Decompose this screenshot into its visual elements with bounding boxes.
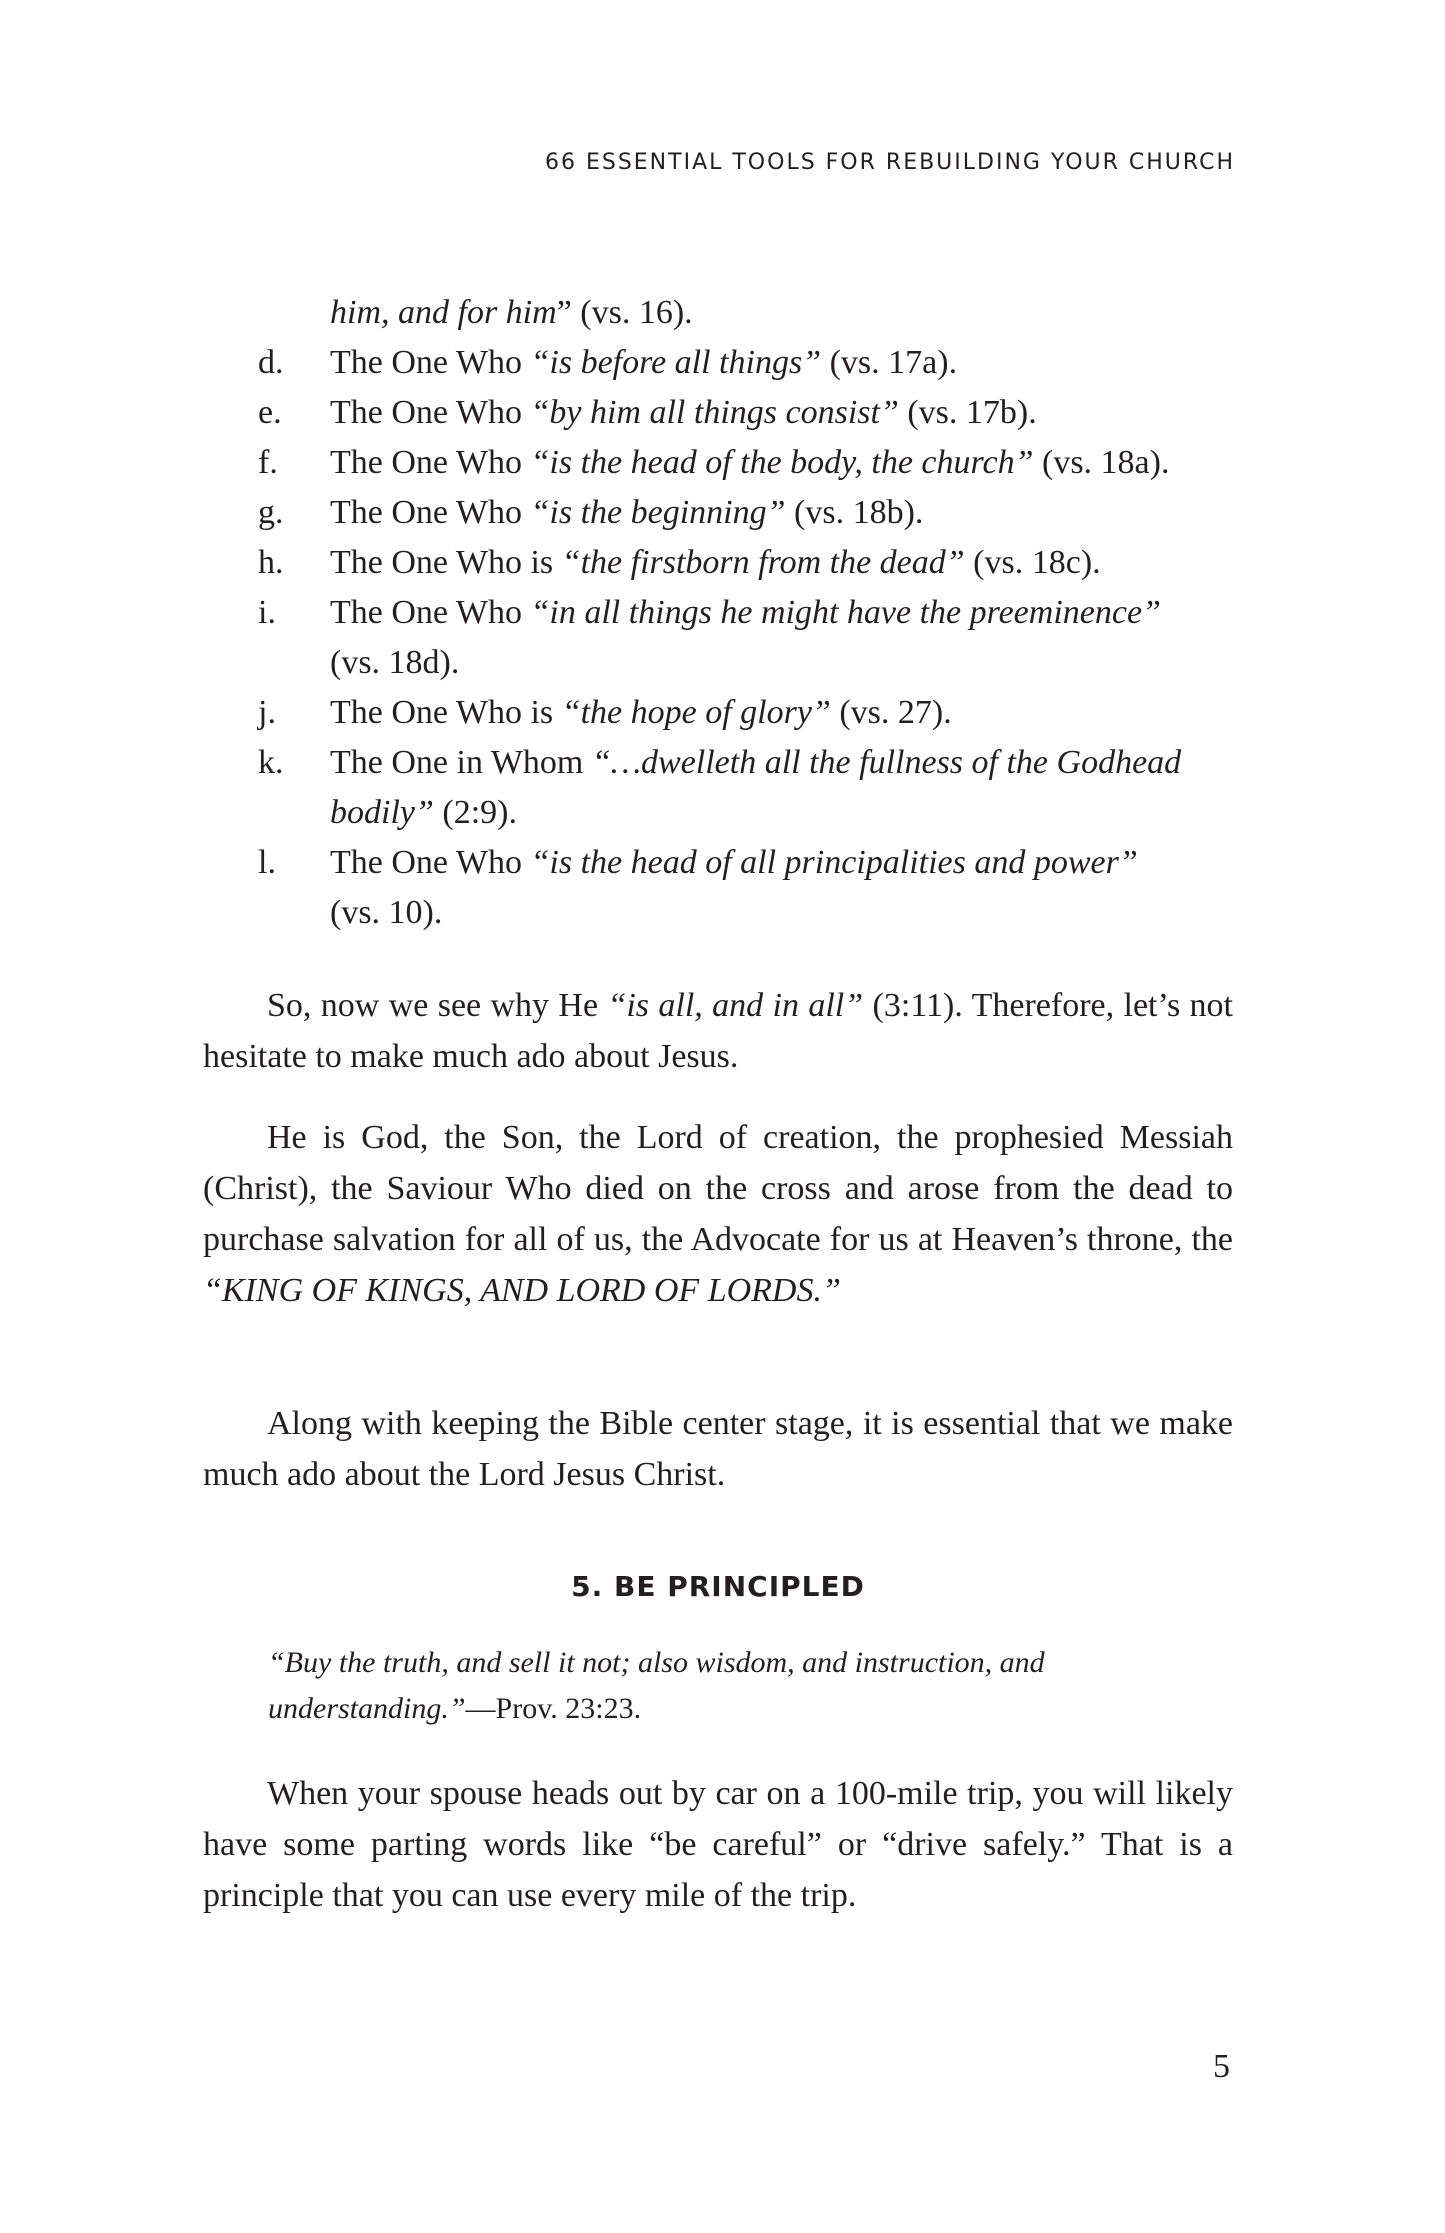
list-text: The One Who [330, 444, 531, 481]
paragraph-he-is-god [203, 1112, 1233, 1316]
list-quote: “by him all things consist” [530, 394, 899, 431]
list-reference: (vs. 17a). [821, 344, 958, 381]
list-letter: h. [258, 544, 284, 581]
list-text: The One Who [330, 344, 531, 381]
list-letter: d. [258, 344, 284, 381]
list-letter: i. [258, 594, 276, 631]
list-item-f [258, 438, 1233, 488]
list-item-g [258, 488, 1233, 538]
list-quote: “…dwelleth all the fullness of the Godhead bodily” [330, 744, 1182, 831]
list-quote: “in all things he might have the preeminence” [530, 594, 1161, 631]
section-heading: 5. BE PRINCIPLED [571, 1570, 865, 1603]
list-quote: “the hope of glory” [561, 694, 831, 731]
list-reference: (vs. 10). [330, 894, 443, 931]
list-reference: (vs. 18b). [785, 494, 924, 531]
list-reference: (2:9). [433, 794, 517, 831]
list-item-i [258, 588, 1233, 688]
list-letter: k. [258, 744, 284, 781]
paragraph-quote: “KING OF KINGS, AND LORD OF LORDS.” [203, 1272, 841, 1309]
continuation-quote: him, and for him [330, 294, 557, 331]
list-item-k [258, 738, 1233, 838]
paragraph-center-stage: Along with keeping the Bible center stage, it is essential that we make much ado about the Lord Jesus Christ. [203, 1405, 1233, 1493]
paragraph-text: He is God, the Son, the Lord of creation, the prophesied Messiah (Christ), the Saviour Who died on the cross and arose from the dead to purchase salvation for all of us, the Advocate for us at Heaven’s throne, the [203, 1119, 1233, 1258]
paragraph-text: So, now we see why He [267, 987, 608, 1024]
list-quote: “the firstborn from the dead” [561, 544, 965, 581]
list-item-continuation [258, 288, 1233, 338]
epigraph-source: —Prov. 23:23. [465, 1692, 642, 1725]
paragraph-text: (3:11). Therefore, let’s not hesitate to make much ado about Jesus. [203, 987, 1233, 1075]
list-item-h [258, 538, 1233, 588]
running-head: 66 ESSENTIAL TOOLS FOR REBUILDING YOUR CHURCH [544, 150, 1235, 175]
list-reference: (vs. 18c). [964, 544, 1101, 581]
list-reference: (vs. 17b). [898, 394, 1037, 431]
continuation-reference: ” (vs. 16). [556, 294, 693, 331]
attributes-list [258, 288, 1233, 938]
list-letter: l. [258, 844, 276, 881]
list-letter: e. [258, 394, 282, 431]
list-item-d [258, 338, 1233, 388]
list-text: The One Who [330, 594, 531, 631]
list-item-e [258, 388, 1233, 438]
list-item-l [258, 838, 1233, 938]
list-text: The One Who [330, 844, 531, 881]
list-reference: (vs. 18a). [1033, 444, 1170, 481]
paragraph-principle: When your spouse heads out by car on a 100-mile trip, you will likely have some parting words like “be careful” or “drive safely.” That is a principle that you can use every mile of the trip. [203, 1775, 1233, 1914]
list-text: The One in Whom [330, 744, 592, 781]
list-quote: “is the beginning” [530, 494, 786, 531]
list-letter: f. [258, 444, 278, 481]
list-text: The One Who [330, 394, 531, 431]
list-item-j [258, 688, 1233, 738]
epigraph [268, 1640, 1173, 1732]
list-reference: (vs. 27). [830, 694, 952, 731]
list-text: The One Who is [330, 544, 562, 581]
list-letter: g. [258, 494, 284, 531]
list-letter: j. [258, 694, 276, 731]
paragraph-quote: “is all, and in all” [607, 987, 864, 1024]
list-quote: “is the head of the body, the church” [530, 444, 1034, 481]
list-text: The One Who is [330, 694, 562, 731]
list-reference: (vs. 18d). [330, 644, 460, 681]
epigraph-quote: “Buy the truth, and sell it not; also wisdom, and instruction, and understanding.” [268, 1646, 1045, 1725]
list-quote: “is the head of all principalities and power” [530, 844, 1138, 881]
list-text: The One Who [330, 494, 531, 531]
page-number: 5 [1213, 2048, 1230, 2085]
paragraph-all-in-all [203, 980, 1233, 1082]
list-quote: “is before all things” [530, 344, 822, 381]
